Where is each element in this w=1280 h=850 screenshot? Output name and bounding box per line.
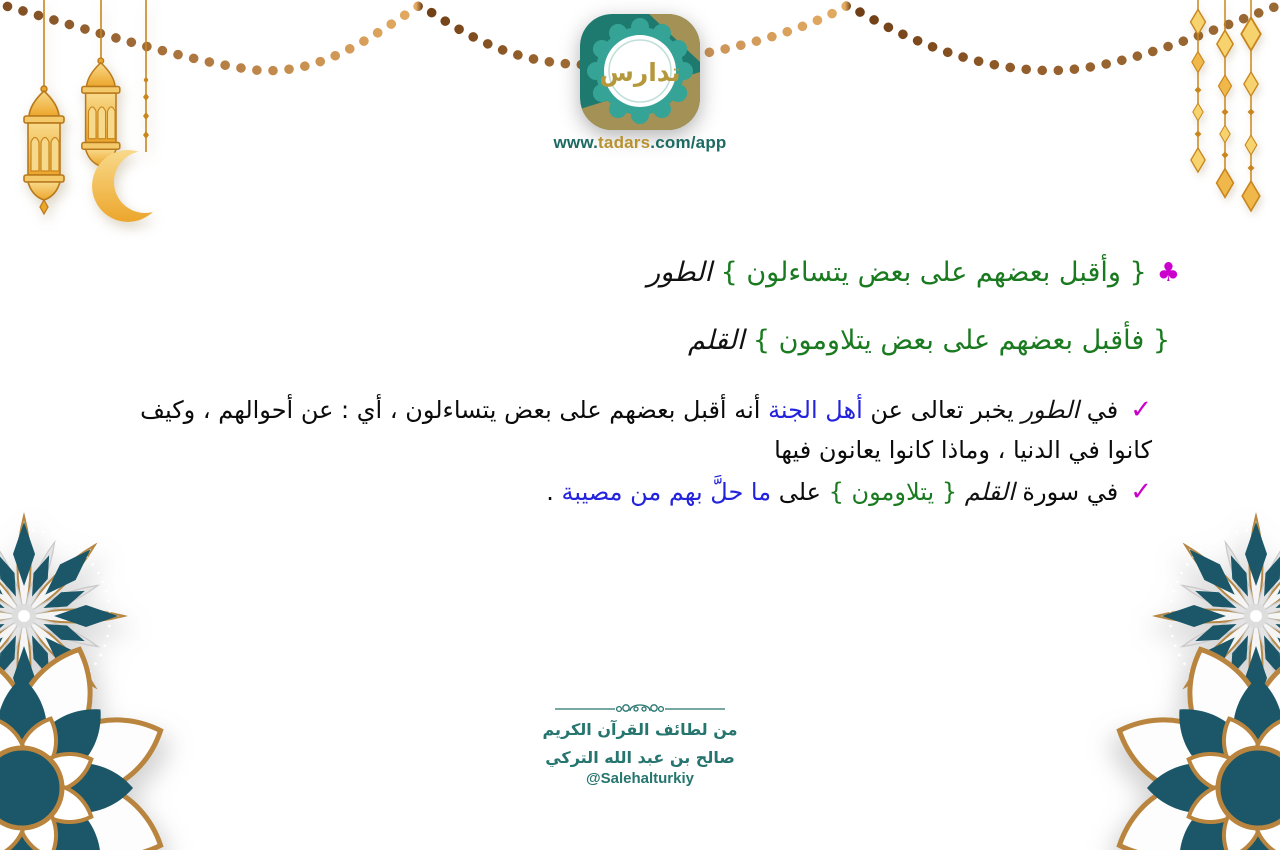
verse-quote: { وأقبل بعضهم على بعض يتساءلون } — [720, 257, 1147, 288]
flower-ornament-left — [0, 510, 240, 850]
slide-footer — [0, 700, 1280, 787]
url-prefix: www. — [553, 133, 599, 152]
footer-series-title: من لطائف القرآن الكريم — [542, 720, 738, 739]
surah-name: القلم — [964, 478, 1015, 506]
surah-name: القلم — [688, 325, 745, 356]
point-text: أنه أقبل بعضهم على بعض يتساءلون ، أي : عن أحوالهم ، وكيف كانوا في الدنيا ، وماذا كانوا يعانون فيها — [140, 396, 1152, 464]
slide-body — [96, 254, 1180, 514]
footer-social-handle: @Salehalturkiy — [585, 770, 694, 787]
point-text: في — [1079, 396, 1119, 424]
highlighted-phrase: أهل الجنة — [768, 396, 863, 424]
url-brand: tadars — [598, 133, 651, 152]
commentary-points — [96, 390, 1180, 512]
verse-line-qalam — [96, 322, 1180, 360]
app-url — [0, 133, 1280, 153]
commentary-point-2 — [96, 472, 1152, 512]
checkmark-icon: ✓ — [1130, 477, 1152, 507]
tadars-app-logo — [579, 13, 701, 133]
crescent-moon-icon — [92, 150, 164, 222]
checkmark-icon: ✓ — [1130, 395, 1152, 425]
commentary-point-1 — [96, 390, 1152, 470]
surah-name: الطور — [647, 257, 712, 288]
quoted-word: { يتلاومون } — [820, 478, 965, 506]
club-bullet-icon: ♣ — [1156, 258, 1180, 288]
ornamental-divider — [555, 700, 725, 716]
lanterns-and-crescent-decoration — [0, 0, 206, 240]
footer-author-name: صالح بن عبد الله التركي — [545, 748, 735, 767]
url-suffix: .com/app — [650, 133, 727, 152]
verse-quote: { فأقبل بعضهم على بعض يتلاومون } — [752, 325, 1170, 356]
highlighted-phrase: ما حلَّ بهم من مصيبة — [561, 478, 772, 506]
point-text: على — [771, 478, 821, 506]
point-text: في سورة — [1014, 478, 1119, 506]
point-text: . — [546, 478, 562, 506]
logo-calligraphy-text: تدارس — [599, 58, 681, 87]
flower-ornament-right — [1040, 510, 1280, 850]
point-text: يخبر تعالى عن — [862, 396, 1022, 424]
hanging-diamonds-decoration — [1170, 0, 1280, 230]
surah-name: الطور — [1021, 396, 1080, 424]
verse-line-tur — [96, 254, 1180, 292]
